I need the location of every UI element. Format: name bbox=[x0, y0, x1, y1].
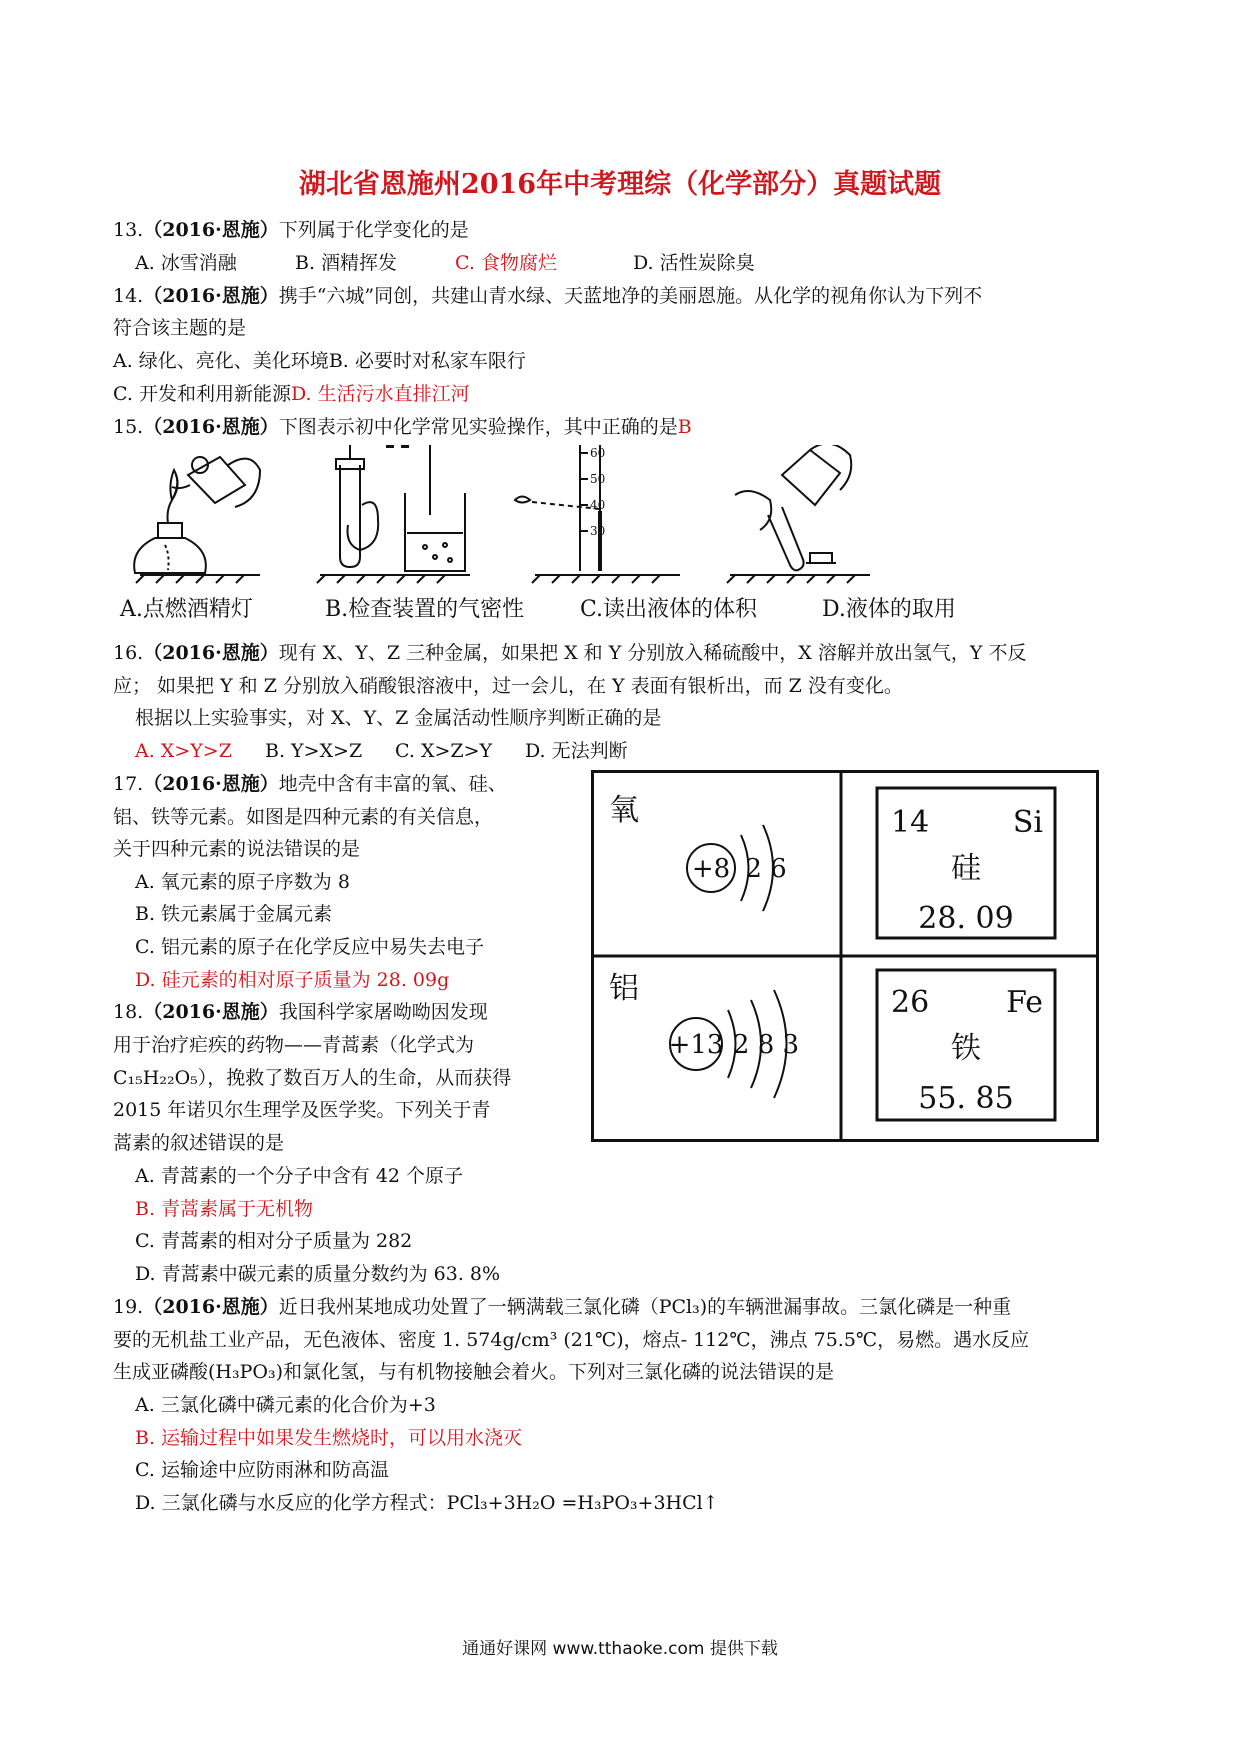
q17-option-c: C. 铝元素的原子在化学反应中易失去电子 bbox=[135, 936, 484, 958]
iron-name: 铁 bbox=[951, 1031, 981, 1066]
q18-option-c: C. 青蒿素的相对分子质量为 282 bbox=[135, 1230, 413, 1252]
question-14-stem: 14.（2016·恩施）携手“六城”同创，共建山青水绿、天蓝地净的美丽恩施。从化学的视角你认为下列不 bbox=[113, 285, 983, 307]
aluminum-nucleus: +13 bbox=[668, 1030, 724, 1060]
page-title: 湖北省恩施州2016年中考理综（化学部分）真题试题 bbox=[298, 169, 942, 200]
q19-option-d: D. 三氯化磷与水反应的化学方程式：PCl₃+3H₂O =H₃PO₃+3HCl↑ bbox=[135, 1492, 719, 1514]
question-14-options-ab bbox=[113, 349, 526, 373]
silicon-element-card bbox=[877, 788, 1055, 938]
silicon-number: 14 bbox=[891, 805, 930, 840]
question-16-stem: 16.（2016·恩施）现有 X、Y、Z 三种金属，如果把 X 和 Y 分别放入稀硫酸中，X 溶解并放出氢气，Y 不反 bbox=[113, 642, 1027, 664]
aluminum-name: 铝 bbox=[609, 971, 639, 1006]
question-15-stem: 15.（2016·恩施）下图表示初中化学常见实验操作，其中正确的是B bbox=[113, 416, 692, 438]
iron-mass: 55. 85 bbox=[918, 1081, 1014, 1116]
option-b: B. 必要时对私家车限行 bbox=[328, 350, 526, 372]
tick-30: 30 bbox=[590, 524, 606, 538]
option-b: B. Y>X>Z bbox=[265, 740, 363, 762]
aluminum-shells: 2 8 3 bbox=[732, 1030, 800, 1060]
option-d: D. 活性炭除臭 bbox=[633, 252, 755, 274]
oxygen-nucleus: +8 bbox=[691, 854, 731, 884]
caption-a: A.点燃酒精灯 bbox=[120, 597, 253, 622]
option-b: B. 酒精挥发 bbox=[295, 252, 398, 274]
oxygen-shells: 2 6 bbox=[745, 854, 787, 884]
q17-option-b: B. 铁元素属于金属元素 bbox=[135, 903, 333, 925]
question-13-options bbox=[135, 251, 755, 275]
caption-c: C.读出液体的体积 bbox=[580, 597, 758, 622]
graduated-cylinder-icon bbox=[515, 445, 680, 583]
question-19-stem-cont: 要的无机盐工业产品，无色液体、密度 1. 574g/cm³ (21℃)，熔点- 112℃，沸点 75.5℃，易燃。遇水反应 bbox=[113, 1329, 1030, 1351]
iron-symbol: Fe bbox=[1006, 985, 1043, 1020]
footer-source: 通通好课网 www.tthaoke.com 提供下载 bbox=[462, 1639, 778, 1659]
question-18-stem-cont: 用于治疗疟疾的药物——青蒿素（化学式为 bbox=[113, 1034, 475, 1056]
airtightness-check-icon bbox=[317, 445, 470, 583]
caption-d: D.液体的取用 bbox=[822, 597, 956, 622]
q18-option-b-answer: B. 青蒿素属于无机物 bbox=[135, 1198, 314, 1220]
question-17-stem-cont2: 关于四种元素的说法错误的是 bbox=[113, 838, 361, 860]
question-16-stem-cont: 应； 如果把 Y 和 Z 分别放入硝酸银溶液中，过一会儿，在 Y 表面有银析出，而 Z 没有变化。 bbox=[113, 675, 903, 697]
question-18-stem-cont3: 2015 年诺贝尔生理学及医学奖。下列关于青 bbox=[113, 1099, 491, 1121]
q19-option-b-answer: B. 运输过程中如果发生燃烧时，可以用水浇灭 bbox=[135, 1427, 523, 1449]
question-18-stem: 18.（2016·恩施）我国科学家屠呦呦因发现 bbox=[113, 1001, 488, 1023]
question-19-stem: 19.（2016·恩施）近日我州某地成功处置了一辆满载三氯化磷（PCl₃)的车辆泄漏事故。三氯化磷是一种重 bbox=[113, 1296, 1012, 1318]
option-a-answer: A. X>Y>Z bbox=[135, 740, 232, 762]
question-16-options bbox=[135, 739, 628, 763]
iron-number: 26 bbox=[891, 985, 930, 1020]
q19-option-c: C. 运输途中应防雨淋和防高温 bbox=[135, 1459, 389, 1481]
question-17-stem-cont: 铝、铁等元素。如图是四种元素的有关信息， bbox=[113, 806, 494, 828]
aluminum-atom-structure bbox=[609, 971, 799, 1098]
option-d-answer: D. 生活污水直排江河 bbox=[290, 383, 470, 405]
pouring-liquid-icon bbox=[727, 445, 870, 583]
question-17-stem: 17.（2016·恩施）地壳中含有丰富的氧、硅、 bbox=[113, 773, 507, 795]
silicon-mass: 28. 09 bbox=[918, 901, 1014, 936]
q18-option-d: D. 青蒿素中碳元素的质量分数约为 63. 8% bbox=[135, 1263, 501, 1285]
question-19-stem-cont2: 生成亚磷酸(H₃PO₃)和氯化氢，与有机物接触会着火。下列对三氯化磷的说法错误的是 bbox=[113, 1361, 834, 1383]
q18-option-a: A. 青蒿素的一个分子中含有 42 个原子 bbox=[135, 1165, 464, 1187]
silicon-symbol: Si bbox=[1012, 805, 1043, 840]
q19-option-a: A. 三氯化磷中磷元素的化合价为+3 bbox=[135, 1394, 436, 1416]
option-c: C. X>Z>Y bbox=[395, 740, 493, 762]
question-18-stem-cont2: C₁₅H₂₂O₅），挽救了数百万人的生命，从而获得 bbox=[113, 1067, 512, 1089]
option-c: C. 开发和利用新能源 bbox=[113, 383, 291, 405]
tick-40: 40 bbox=[590, 498, 606, 512]
option-c-answer: C. 食物腐烂 bbox=[455, 252, 557, 274]
question-18-stem-cont4: 蒿素的叙述错误的是 bbox=[113, 1132, 285, 1154]
oxygen-atom-structure bbox=[609, 793, 787, 911]
option-d: D. 无法判断 bbox=[525, 740, 628, 762]
caption-b: B.检查装置的气密性 bbox=[325, 597, 525, 622]
oxygen-name: 氧 bbox=[609, 793, 639, 828]
question-13-stem: 13.（2016·恩施）下列属于化学变化的是 bbox=[113, 219, 469, 241]
tick-60: 60 bbox=[590, 446, 606, 460]
option-a: A. 冰雪消融 bbox=[135, 252, 237, 274]
question-14-stem-cont: 符合该主题的是 bbox=[113, 317, 247, 339]
tick-50: 50 bbox=[590, 472, 606, 486]
silicon-name: 硅 bbox=[951, 851, 981, 886]
element-info-table bbox=[591, 770, 1099, 1142]
q17-option-d-answer: D. 硅元素的相对原子质量为 28. 09g bbox=[135, 969, 450, 991]
iron-element-card bbox=[877, 970, 1055, 1120]
option-a: A. 绿化、亮化、美化环境 bbox=[113, 350, 329, 372]
alcohol-lamp-icon bbox=[134, 457, 260, 583]
q17-option-a: A. 氧元素的原子序数为 8 bbox=[135, 871, 350, 893]
lab-operations-figure bbox=[110, 445, 1110, 590]
question-16-stem-cont2: 根据以上实验事实，对 X、Y、Z 金属活动性顺序判断正确的是 bbox=[135, 707, 662, 729]
question-14-options-cd bbox=[113, 382, 470, 406]
